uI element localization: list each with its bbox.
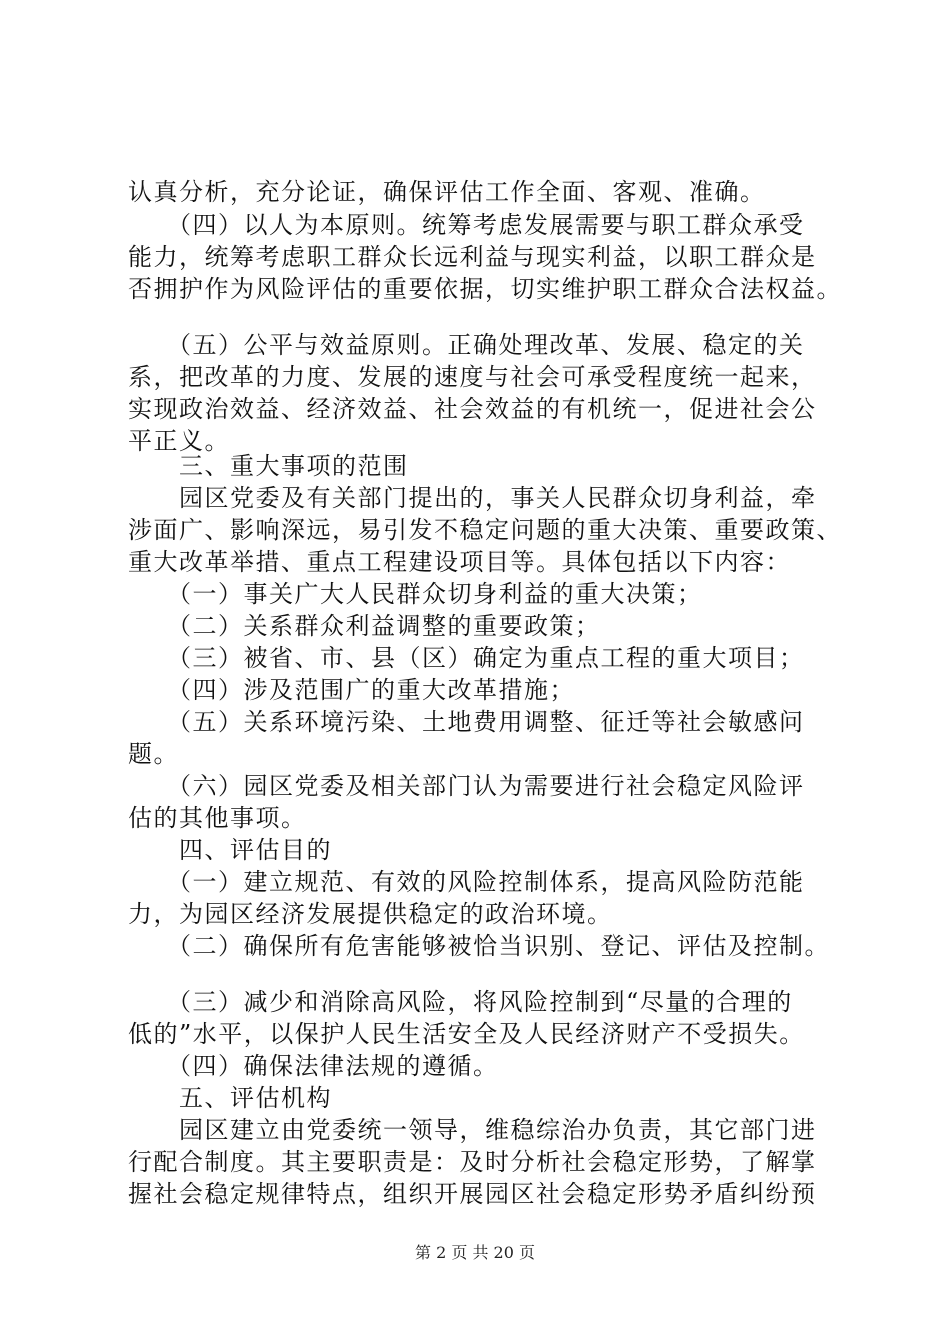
text-line: 园区党委及有关部门提出的，事关人民群众切身利益，牵: [128, 484, 817, 512]
text-line: 题。: [128, 740, 179, 768]
text-line: （二）确保所有危害能够被恰当识别、登记、评估及控制。: [128, 932, 830, 960]
text-line: 实现政治效益、经济效益、社会效益的有机统一，促进社会公: [128, 395, 817, 423]
section-heading: 三、重大事项的范围: [128, 452, 409, 480]
text-line: 估的其他事项。: [128, 804, 307, 832]
text-line: 系，把改革的力度、发展的速度与社会可承受程度统一起来，: [128, 363, 817, 391]
text-line: 认真分析，充分论证，确保评估工作全面、客观、准确。: [128, 178, 766, 206]
text-line: 低的”水平，以保护人民生活安全及人民经济财产不受损失。: [128, 1020, 805, 1048]
text-line: （三）被省、市、县（区）确定为重点工程的重大项目；: [128, 644, 805, 672]
text-line: 涉面广、影响深远，易引发不稳定问题的重大决策、重要政策、: [128, 516, 842, 544]
text-line: （四）确保法律法规的遵循。: [128, 1052, 499, 1080]
text-line: 园区建立由党委统一领导，维稳综治办负责，其它部门进: [128, 1116, 817, 1144]
text-line: 重大改革举措、重点工程建设项目等。具体包括以下内容：: [128, 548, 791, 576]
text-line: 平正义。: [128, 427, 230, 455]
page-number-footer: 第 2 页 共 20 页: [415, 1243, 535, 1262]
text-line: （一）事关广大人民群众切身利益的重大决策；: [128, 580, 703, 608]
text-line: （二）关系群众利益调整的重要政策；: [128, 612, 601, 640]
text-line: （四）涉及范围广的重大改革措施；: [128, 676, 575, 704]
text-line: （五）关系环境污染、土地费用调整、征迁等社会敏感问: [128, 708, 805, 736]
text-line: （五）公平与效益原则。正确处理改革、发展、稳定的关: [128, 331, 805, 359]
text-line: （三）减少和消除高风险，将风险控制到“尽量的合理的: [128, 988, 793, 1016]
text-line: 能力，统筹考虑职工群众长远利益与现实利益，以职工群众是: [128, 243, 817, 271]
section-heading: 五、评估机构: [128, 1084, 332, 1112]
section-heading: 四、评估目的: [128, 836, 332, 864]
text-line: 否拥护作为风险评估的重要依据，切实维护职工群众合法权益。: [128, 275, 842, 303]
text-line: （一）建立规范、有效的风险控制体系，提高风险防范能: [128, 868, 805, 896]
text-line: （四）以人为本原则。统筹考虑发展需要与职工群众承受: [128, 211, 805, 239]
text-line: 行配合制度。其主要职责是：及时分析社会稳定形势，了解掌: [128, 1148, 817, 1176]
text-line: 力，为园区经济发展提供稳定的政治环境。: [128, 900, 613, 928]
text-line: （六）园区党委及相关部门认为需要进行社会稳定风险评: [128, 772, 805, 800]
text-line: 握社会稳定规律特点，组织开展园区社会稳定形势矛盾纠纷预: [128, 1180, 817, 1208]
